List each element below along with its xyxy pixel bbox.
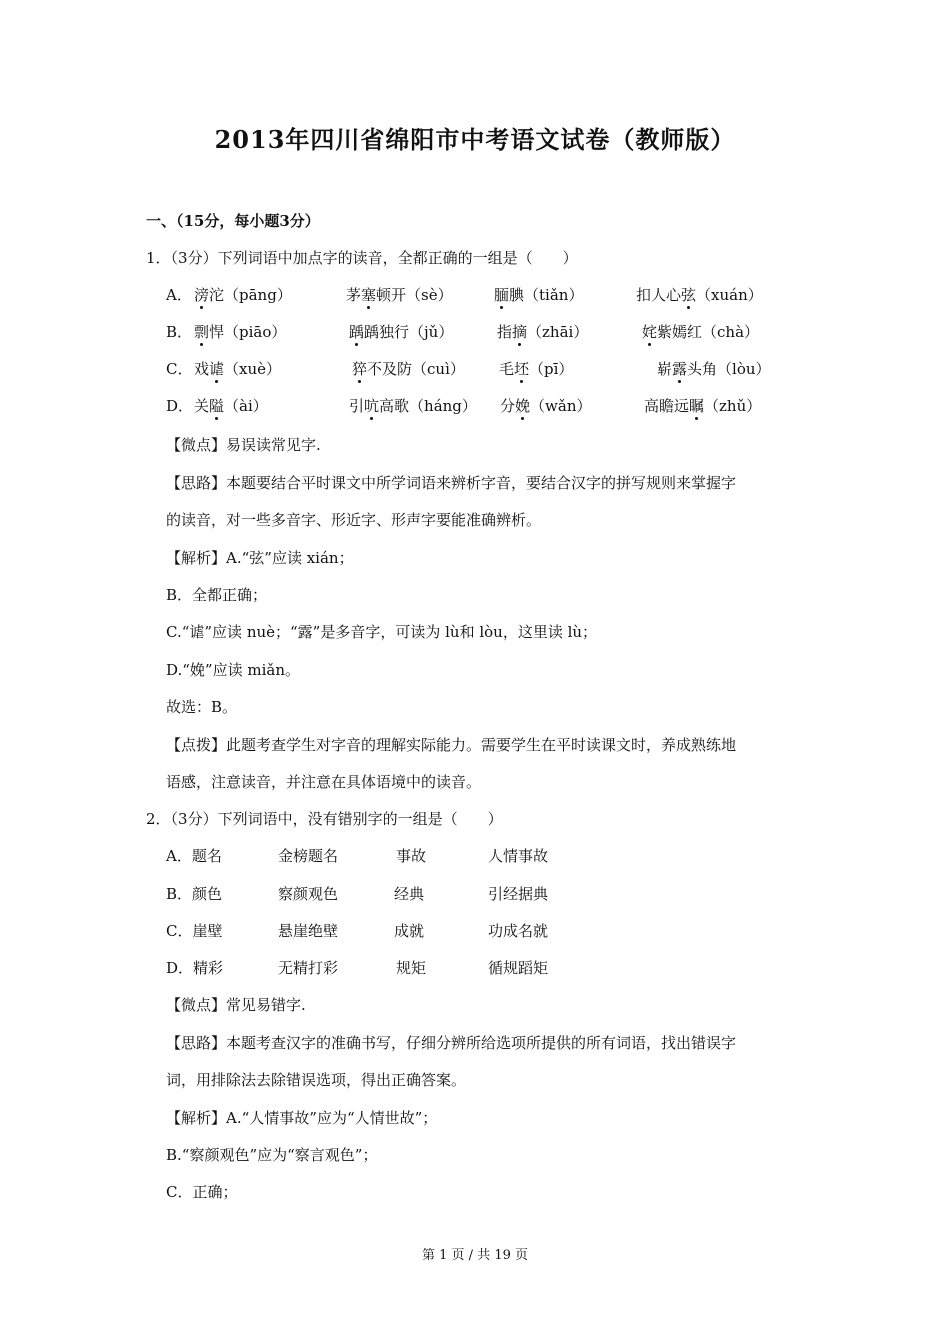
q2-option-a-word-4: 人情事故: [488, 847, 549, 865]
option-c-word-1: 戏谑（xuè）: [194, 360, 282, 378]
q2-silu-line-2: 词，用排除法去除错误选项，得出正确答案。: [166, 1071, 467, 1089]
option-c-label: C．: [166, 360, 193, 378]
q2-option-d-word-3: 规矩: [396, 959, 427, 977]
page-title: 2013年四川省绵阳市中考语文试卷（教师版）: [214, 125, 736, 154]
question-1-stem: 1．（3分）下列词语中加点字的读音，全都正确的一组是（ ）: [146, 249, 578, 267]
q1-weidian: 【微点】易误读常见字.: [166, 436, 321, 454]
option-d-label: D．: [166, 397, 194, 415]
option-b-word-1: 剽悍（piāo）: [194, 323, 287, 341]
q2-option-b-word-1: B．颜色: [166, 885, 223, 903]
option-c-word-4: 崭露头角（lòu）: [657, 360, 771, 378]
q2-option-c-word-1: C．崖壁: [166, 922, 223, 940]
q2-option-d-word-1: D．精彩: [166, 959, 224, 977]
option-d-word-2: 引吭高歌（háng）: [349, 397, 477, 415]
q2-jiexi-b: B.“察颜观色”应为“察言观色”；: [166, 1146, 378, 1164]
q2-option-c-word-2: 悬崖绝壁: [278, 922, 339, 940]
q1-jiexi-d: D.“娩”应读 miǎn。: [166, 661, 300, 679]
q1-silu-line-2: 的读音，对一些多音字、形近字、形声字要能准确辨析。: [166, 511, 542, 529]
q1-answer: 故选：B。: [166, 698, 238, 716]
q2-option-c-word-3: 成就: [394, 922, 425, 940]
q2-option-b-word-2: 察颜观色: [278, 885, 339, 903]
option-a-label: A．: [166, 286, 192, 304]
option-d-word-4: 高瞻远瞩（zhǔ）: [644, 397, 762, 415]
section-heading: 一、（15分，每小题3分）: [146, 212, 320, 230]
q1-jiexi-a: 【解析】A.“弦”应读 xián；: [166, 549, 354, 567]
option-b-word-3: 指摘（zhāi）: [497, 323, 589, 341]
q1-silu-line-1: 【思路】本题要结合平时课文中所学词语来辨析字音，要结合汉字的拼写规则来掌握字: [166, 474, 737, 492]
option-a-word-1: 滂沱（pāng）: [194, 286, 292, 304]
q2-silu-line-1: 【思路】本题考查汉字的准确书写，仔细分辨所给选项所提供的所有词语，找出错误字: [166, 1034, 737, 1052]
q2-jiexi-a: 【解析】A.“人情事故”应为“人情世故”；: [166, 1109, 438, 1127]
q1-jiexi-b: B．全都正确；: [166, 586, 268, 604]
page-footer: 第 1 页 / 共 19 页: [422, 1248, 528, 1263]
option-b-word-4: 姹紫嫣红（chà）: [642, 323, 760, 341]
option-c-word-2: 猝不及防（cuì）: [352, 360, 465, 378]
question-2-stem: 2．（3分）下列词语中，没有错别字的一组是（ ）: [146, 810, 503, 828]
q2-option-a-word-3: 事故: [396, 847, 427, 865]
option-c-word-3: 毛坯（pī）: [499, 360, 574, 378]
option-d-word-3: 分娩（wǎn）: [500, 397, 592, 415]
q2-option-a-word-1: A．题名: [166, 847, 222, 865]
q2-option-b-word-4: 引经据典: [488, 885, 549, 903]
q1-dianbo-line-2: 语感，注意读音，并注意在具体语境中的读音。: [166, 773, 482, 791]
option-b-label: B．: [166, 323, 193, 341]
q2-option-a-word-2: 金榜题名: [278, 847, 339, 865]
q1-jiexi-c: C.“谑”应读 nuè；“露”是多音字，可读为 lù和 lòu，这里读 lù；: [166, 623, 598, 641]
option-b-word-2: 踽踽独行（jǔ）: [349, 323, 454, 341]
option-a-word-3: 腼腆（tiǎn）: [494, 286, 584, 304]
q2-jiexi-c: C．正确；: [166, 1183, 238, 1201]
q1-dianbo-line-1: 【点拨】此题考查学生对字音的理解实际能力。需要学生在平时读课文时，养成熟练地: [166, 736, 737, 754]
option-a-word-4: 扣人心弦（xuán）: [636, 286, 763, 304]
option-a-word-2: 茅塞顿开（sè）: [346, 286, 453, 304]
q2-weidian: 【微点】常见易错字.: [166, 996, 306, 1014]
q2-option-c-word-4: 功成名就: [488, 922, 549, 940]
option-d-word-1: 关隘（ài）: [194, 397, 268, 415]
q2-option-d-word-2: 无精打彩: [278, 959, 339, 977]
q2-option-d-word-4: 循规蹈矩: [488, 959, 549, 977]
q2-option-b-word-3: 经典: [394, 885, 425, 903]
